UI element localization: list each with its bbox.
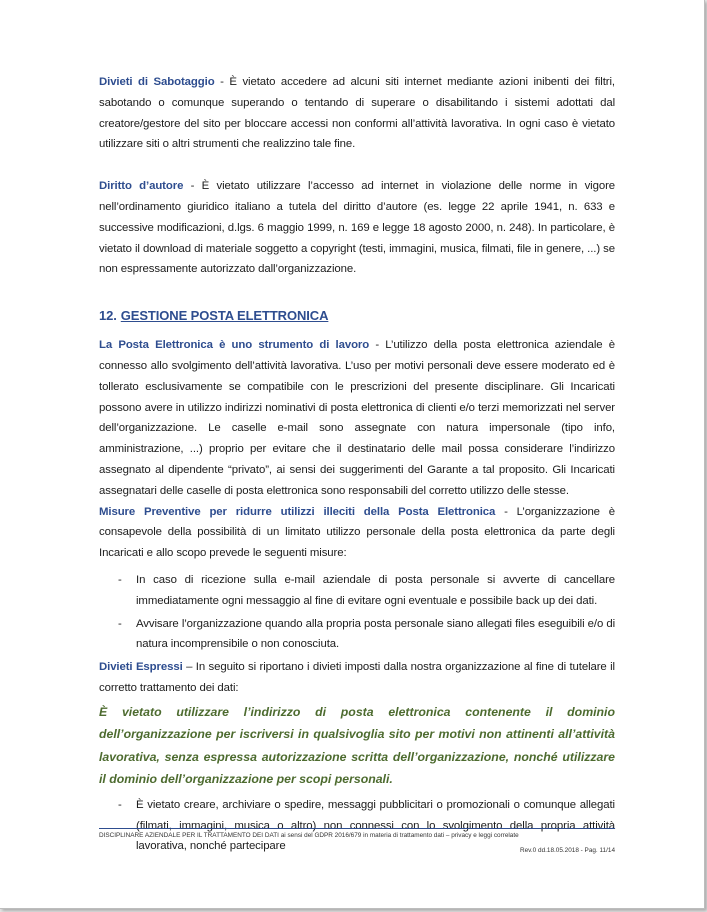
list-item-text: In caso di ricezione sulla e-mail aziendale di posta personale si avverte di cancellare immediatamente ogni messaggio al fine di evitare ogni eventuale e possibile back up dei dati. [136,573,615,607]
page-footer [99,828,615,854]
paragraph-heading: La Posta Elettronica è uno strumento di lavoro [99,339,370,352]
paragraph-text: - È vietato accedere ad alcuni siti internet mediante azioni inibenti dei filtri, sabotando o comunque superando o tentando di superare o disabilitando i sistemi adottati dal creatore/gestore del sito per bloccare accessi non conformi all’attività lavorativa. In ogni caso è vietato utilizzare siti o altri strumenti che realizzino tale fine. [99,76,615,151]
paragraph-text: - L’utilizzo della posta elettronica aziendale è connesso allo svolgimento dell’attività lavorativa. L’uso per motivi personali deve essere moderato ed è tollerato esclusivamente se compatibile con le prescrizioni del presente disciplinare. Gli Incaricati possono avere in utilizzo indirizzi nominativi di posta elettronica di clienti e/o terzi memorizzati nel server dell’organizzazione. Le caselle e-mail sono assegnate con natura impersonale (tipo info, amministrazione, ...) proprio per evitare che il destinatario delle mail possa considerare l’indirizzo assegnato al dipendente “privato”, ai sensi dei suggerimenti del Garante a tal proposito. Gli Incaricati assegnatari delle caselle di posta elettronica sono responsabili del corretto utilizzo delle stesse. [99,339,615,497]
bullet-list-misure [99,570,615,655]
list-item-text: È vietato creare, archiviare o spedire, messaggi pubblicitari o promozionali o comunque allegati (filmati, immagini, musica o altro) non connessi con lo svolgimento della propria attività lavorativa, nonché partecipare [136,798,615,853]
footer-revision-page: Rev.0 dd.18.05.2018 - Pag. 11/14 [520,847,615,854]
page-body [99,72,615,857]
list-item-text: Avvisare l’organizzazione quando alla propria posta personale siano allegati files eseguibili e/o di natura incomprensibile o non conosciuta. [136,617,615,651]
list-item [99,570,615,612]
paragraph-heading: Divieti Espressi [99,661,183,674]
paragraph-text: - L’organizzazione è consapevole della possibilità di un limitato utilizzo personale della posta elettronica da parte degli Incaricati e allo scopo prevede le seguenti misure: [99,505,615,560]
paragraph-heading: Divieti di Sabotaggio [99,76,215,88]
section-number: 12. [99,308,117,324]
paragraph-diritto-autore [99,176,615,280]
paragraph-heading: Misure Preventive per ridurre utilizzi illeciti della Posta Elettronica [99,505,496,518]
bullet-dash: - [118,617,122,630]
paragraph-divieti-espressi [99,657,615,699]
bullet-dash: - [118,573,122,586]
emphasis-statement: È vietato utilizzare l’indirizzo di posta elettronica contenente il dominio dell’organizzazione per iscriversi in qualsivoglia sito per motivi non attinenti all’attività lavorativa, senza espressa autorizzazione scritta dell’organizzazione, nonché utilizzare il dominio dell’organizzazione per scopi personali. [99,704,615,787]
paragraph-text: - È vietato utilizzare l’accesso ad internet in violazione delle norme in vigore nell’ordinamento giuridico italiano a tutela del diritto d’autore (es. legge 22 aprile 1941, n. 633 e successive modificazioni, d.lgs. 6 maggio 1999, n. 169 e legge 18 agosto 2000, n. 248). In particolare, è vietato il download di materiale soggetto a copyright (testi, immagini, musica, filmati, file in genere, ...) se non espressamente autorizzato dall’organizzazione. [99,180,616,276]
footer-document-title: DISCIPLINARE AZIENDALE PER IL TRATTAMENTO DEI DATI ai sensi del GDPR 2016/679 in materia di trattamento dati – privacy e leggi correlate [99,832,519,839]
paragraph-heading: Diritto d’autore [99,180,184,193]
paragraph-misure-preventive [99,502,615,564]
bullet-dash: - [118,798,122,811]
paragraph-posta-strumento-lavoro [99,335,615,501]
paragraph-divieti-sabotaggio [99,72,615,155]
section-title: GESTIONE POSTA ELETTRONICA [120,308,329,324]
section-heading [99,305,615,327]
paragraph-text: – In seguito si riportano i divieti imposti dalla nostra organizzazione al fine di tutelare il corretto trattamento dei dati: [99,661,615,694]
list-item [99,614,615,656]
